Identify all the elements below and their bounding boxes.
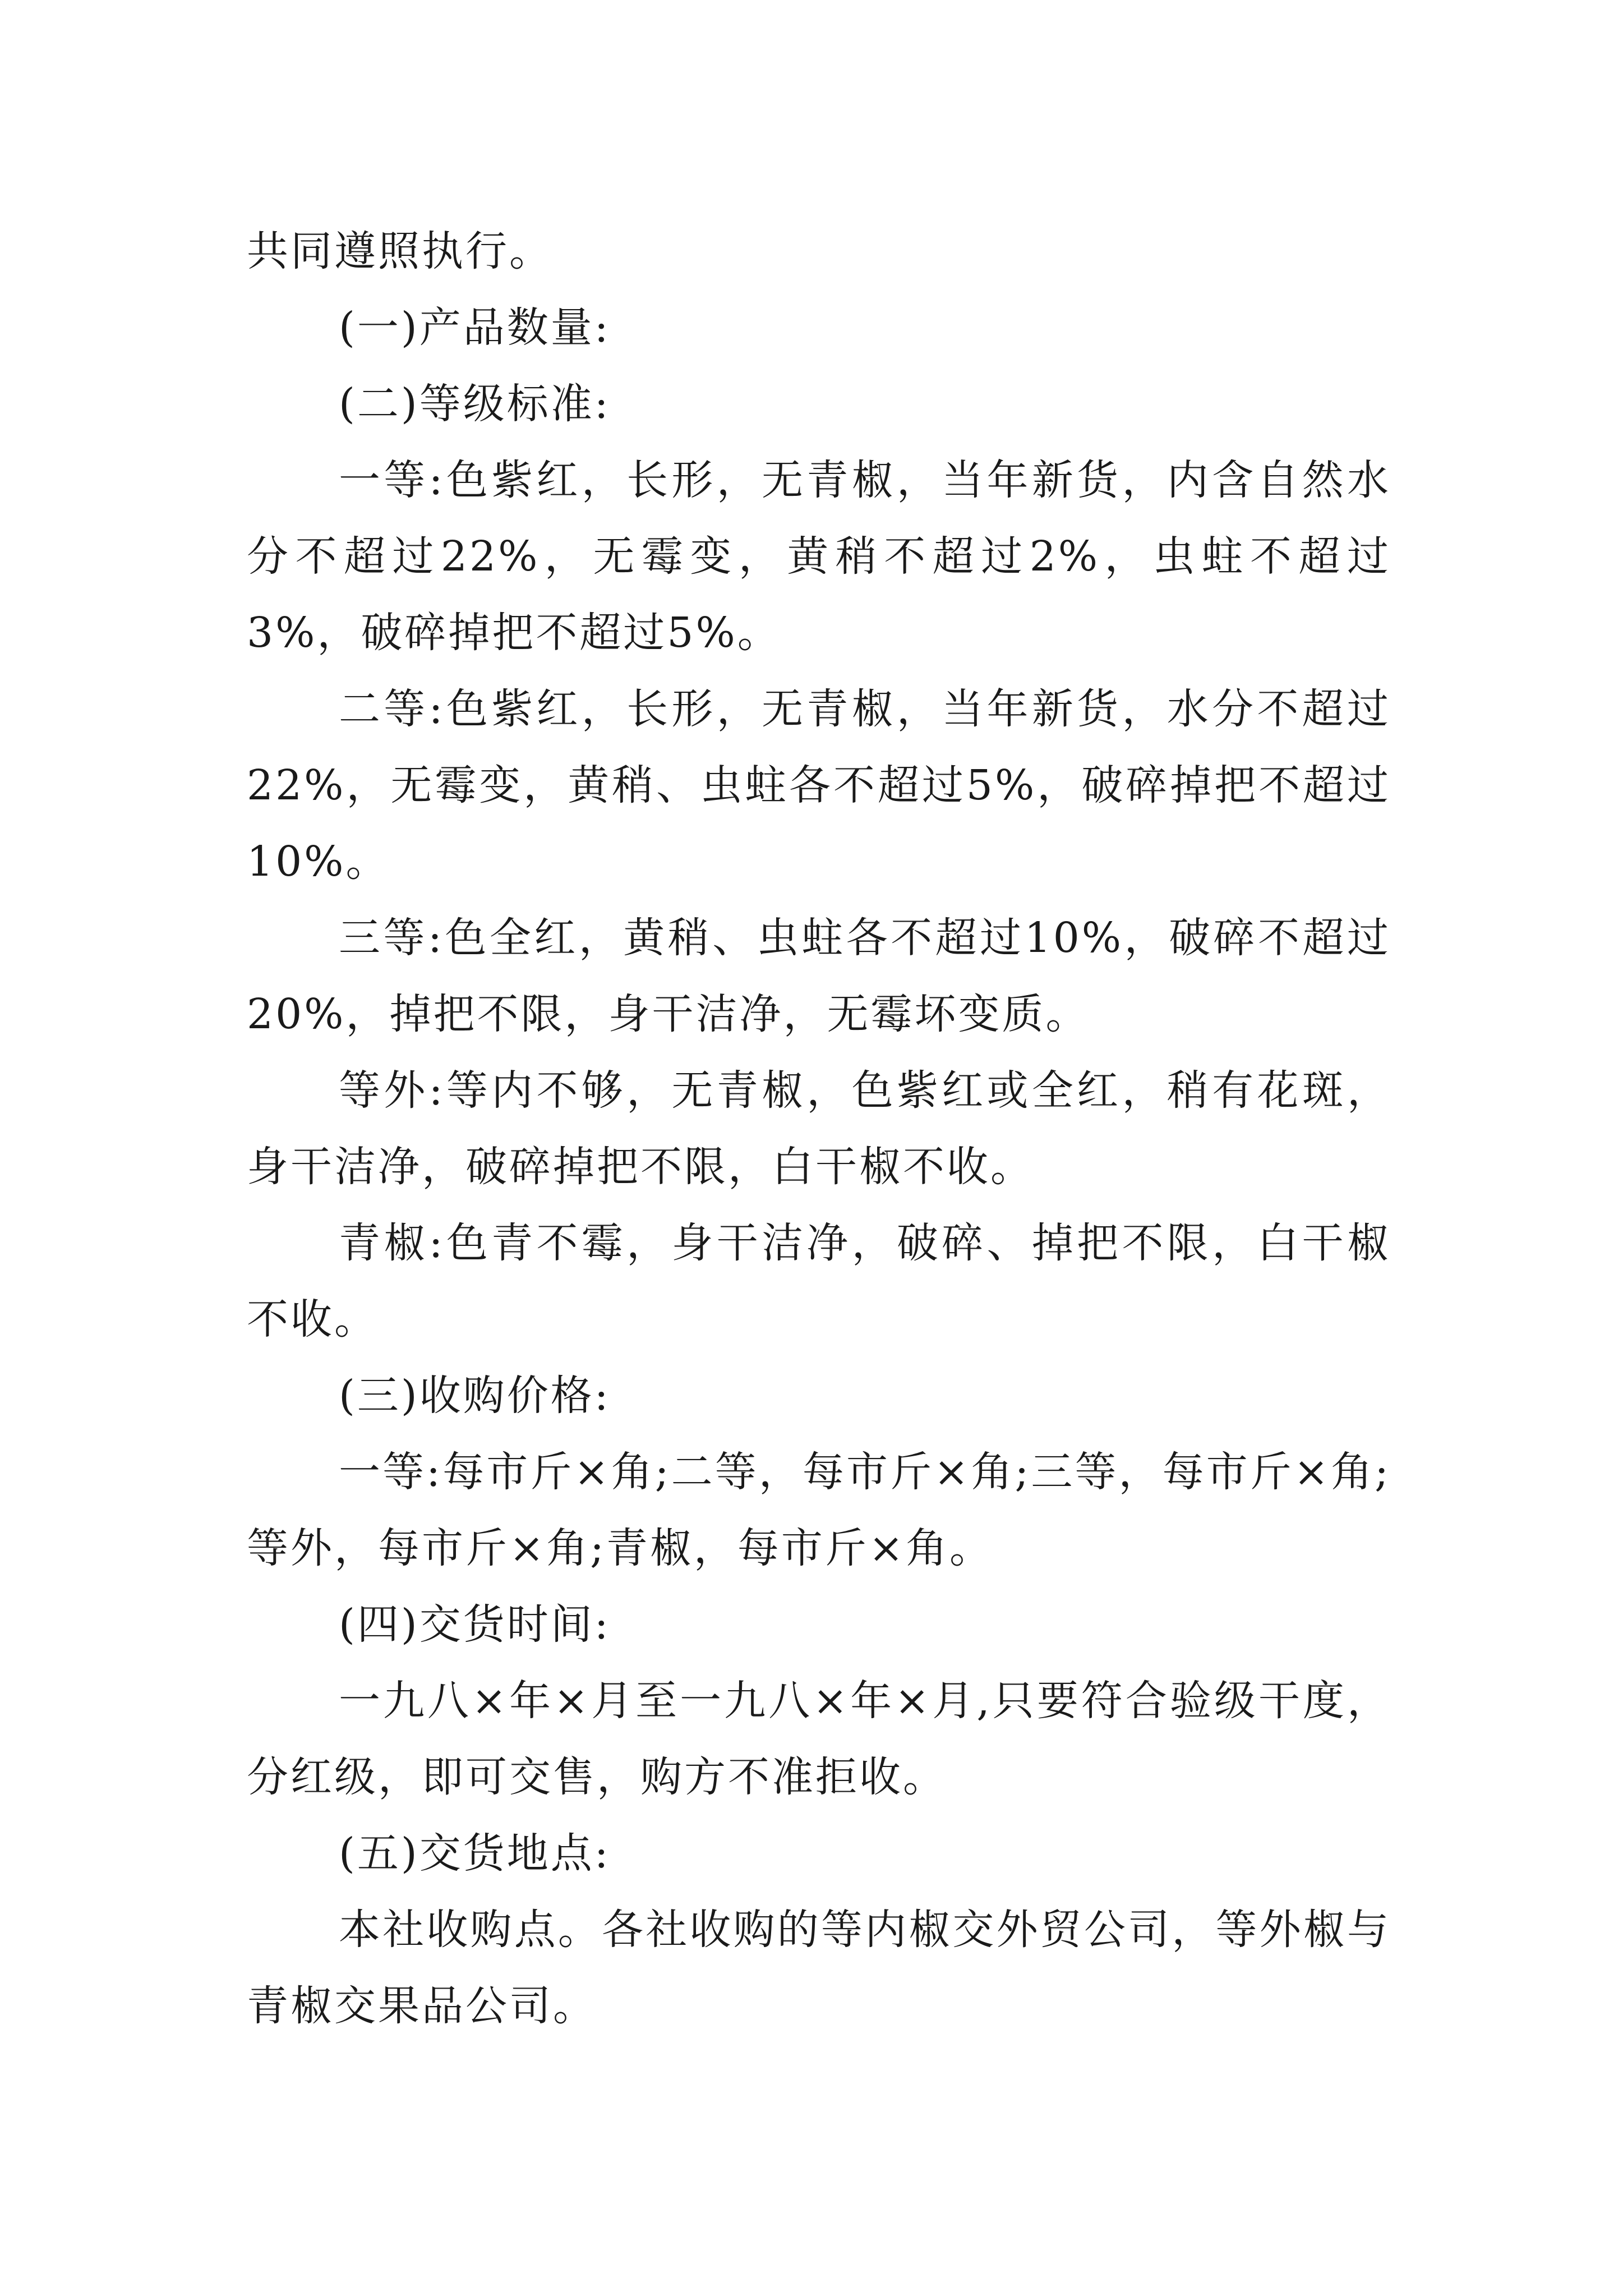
heading-delivery-location: (五)交货地点: (339, 1829, 611, 1878)
paragraph-off-grade: 等外:等内不够，无青椒，色紫红或全红，稍有花斑，身干洁净，破碎掉把不限，白干椒不收。 (247, 1066, 1391, 1191)
paragraph-grade-three: 三等:色全红，黄稍、虫蛀各不超过10%，破碎不超过20%，掉把不限，身干洁净，无霉坏变质。 (247, 914, 1391, 1038)
paragraph-delivery-location: 本社收购点。各社收购的等内椒交外贸公司，等外椒与青椒交果品公司。 (247, 1906, 1391, 2030)
paragraph-prices: 一等:每市斤×角;二等，每市斤×角;三等，每市斤×角;等外，每市斤×角;青椒，每市斤×角。 (247, 1448, 1391, 1572)
heading-grade-standard: (二)等级标准: (339, 380, 611, 428)
heading-product-quantity: (一)产品数量: (339, 303, 611, 352)
paragraph-intro: 共同遵照执行。 (247, 227, 553, 275)
paragraph-grade-two: 二等:色紫红，长形，无青椒，当年新货，水分不超过22%，无霉变，黄稍、虫蛀各不超过5%，破碎掉把不超过10%。 (247, 685, 1391, 886)
heading-delivery-time: (四)交货时间: (339, 1600, 611, 1649)
document-body (247, 213, 1391, 2044)
paragraph-delivery-time: 一九八×年×月至一九八×年×月,只要符合验级干度，分红级，即可交售，购方不准拒收。 (247, 1677, 1391, 1801)
paragraph-grade-one: 一等:色紫红，长形，无青椒，当年新货，内含自然水分不超过22%，无霉变，黄稍不超过2%，虫蛀不超过3%，破碎掉把不超过5%。 (247, 456, 1391, 657)
paragraph-green-pepper: 青椒:色青不霉，身干洁净，破碎、掉把不限，白干椒不收。 (247, 1219, 1391, 1343)
heading-purchase-price: (三)收购价格: (339, 1372, 611, 1420)
